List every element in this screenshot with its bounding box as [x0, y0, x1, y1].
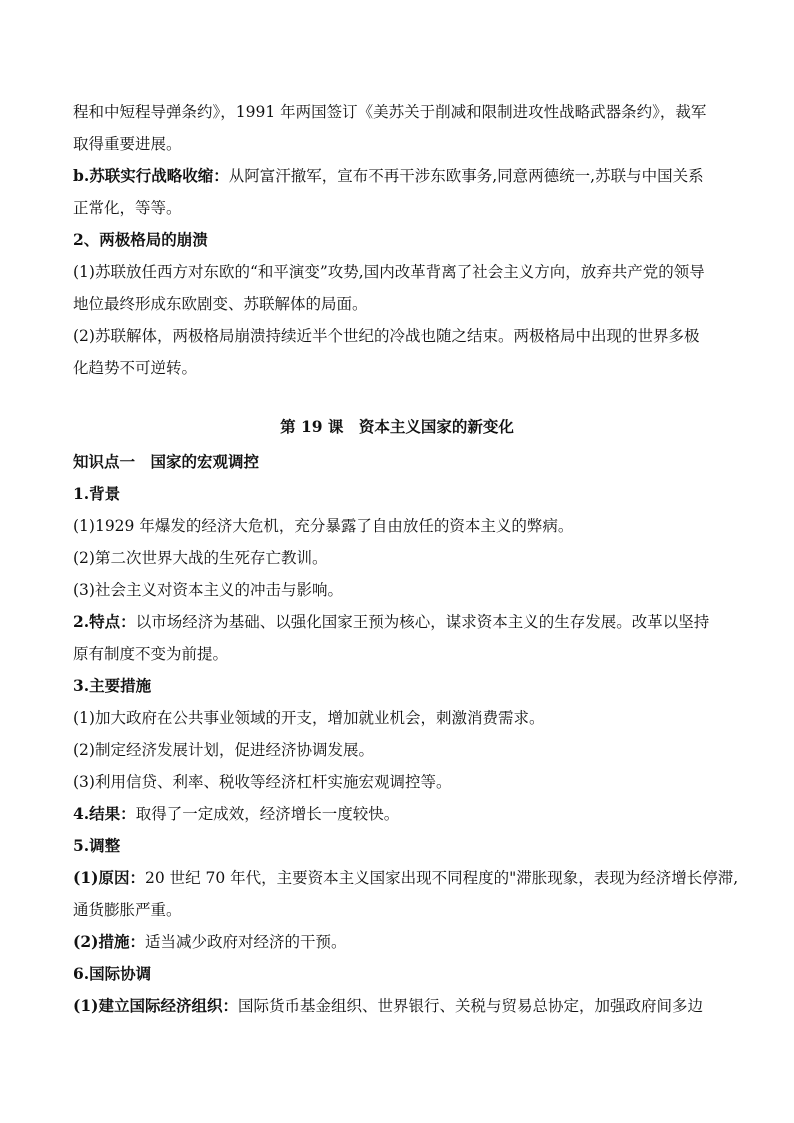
- adjustment-heading: 5.调整: [73, 836, 121, 855]
- lesson-title: 第 19 课 资本主义国家的新变化: [280, 417, 514, 436]
- adjustment-measure-label: (2)措施：: [73, 932, 145, 951]
- features-paragraph: [73, 612, 733, 632]
- background-heading: 1.背景: [73, 484, 121, 503]
- collapse-item-2-line-2: 化趋势不可逆转。: [73, 359, 198, 377]
- measures-heading: 3.主要措施: [73, 676, 152, 695]
- measures-item-3: (3)利用信贷、利率、税收等经济杠杆实施宏观调控等。: [73, 773, 452, 791]
- result-text: 取得了一定成效，经济增长一度较快。: [135, 805, 400, 823]
- adjustment-cause: [73, 868, 739, 888]
- features-text: 以市场经济为基础、以强化国家王预为核心，谋求资本主义的生存发展。改革以坚持: [135, 613, 710, 631]
- continuation-line-1: 程和中短程导弹条约》，1991 年两国签订《美苏关于削减和限制进攻性战略武器条约》，裁军: [73, 103, 707, 121]
- collapse-item-1-line-1: (1)苏联放任西方对东欧的“和平演变”攻势,国内改革背离了社会主义方向，放弃共产党的领导: [73, 263, 705, 281]
- soviet-contraction-paragraph: [73, 166, 733, 186]
- adjustment-measure: [73, 932, 733, 952]
- coordination-label: (1)建立国际经济组织：: [73, 996, 238, 1015]
- adjustment-cause-text: 20 世纪 70 年代，主要资本主义国家出现不同程度的"滞胀现象，表现为经济增长停滞,: [144, 869, 739, 887]
- collapse-item-2-line-1: (2)苏联解体，两极格局崩溃持续近半个世纪的冷战也随之结束。两极格局中出现的世界多极: [73, 327, 700, 345]
- result-paragraph: [73, 804, 733, 824]
- coordination-heading: 6.国际协调: [73, 964, 152, 983]
- collapse-item-1-line-2: 地位最终形成东欧剧变、苏联解体的局面。: [73, 295, 368, 313]
- background-item-2: (2)第二次世界大战的生死存亡教训。: [73, 549, 328, 567]
- soviet-contraction-line-2: 正常化，等等。: [73, 199, 182, 217]
- knowledge-point-heading: 知识点一 国家的宏观调控: [73, 452, 260, 471]
- adjustment-cause-label: (1)原因：: [73, 868, 145, 887]
- soviet-contraction-label: b.苏联实行战略收缩：: [73, 166, 229, 185]
- soviet-contraction-text: 从阿富汗撤军，宣布不再干涉东欧事务,同意两德统一,苏联与中国关系: [228, 167, 704, 185]
- background-item-1: (1)1929 年爆发的经济大危机，充分暴露了自由放任的资本主义的弊病。: [73, 517, 574, 535]
- adjustment-measure-text: 适当减少政府对经济的干预。: [144, 933, 347, 951]
- coordination-text: 国际货币基金组织、世界银行、关税与贸易总协定，加强政府间多边: [237, 997, 703, 1015]
- collapse-heading: 2、两极格局的崩溃: [73, 230, 208, 249]
- features-line-2: 原有制度不变为前提。: [73, 645, 229, 663]
- measures-item-2: (2)制定经济发展计划，促进经济协调发展。: [73, 741, 374, 759]
- result-label: 4.结果：: [73, 804, 136, 823]
- measures-item-1: (1)加大政府在公共事业领域的开支，增加就业机会，刺激消费需求。: [73, 709, 545, 727]
- adjustment-cause-line-2: 通货膨胀严重。: [73, 901, 182, 919]
- continuation-line-2: 取得重要进展。: [73, 135, 182, 153]
- coordination-item-1: [73, 996, 733, 1016]
- background-item-3: (3)社会主义对资本主义的冲击与影响。: [73, 581, 343, 599]
- features-label: 2.特点：: [73, 612, 136, 631]
